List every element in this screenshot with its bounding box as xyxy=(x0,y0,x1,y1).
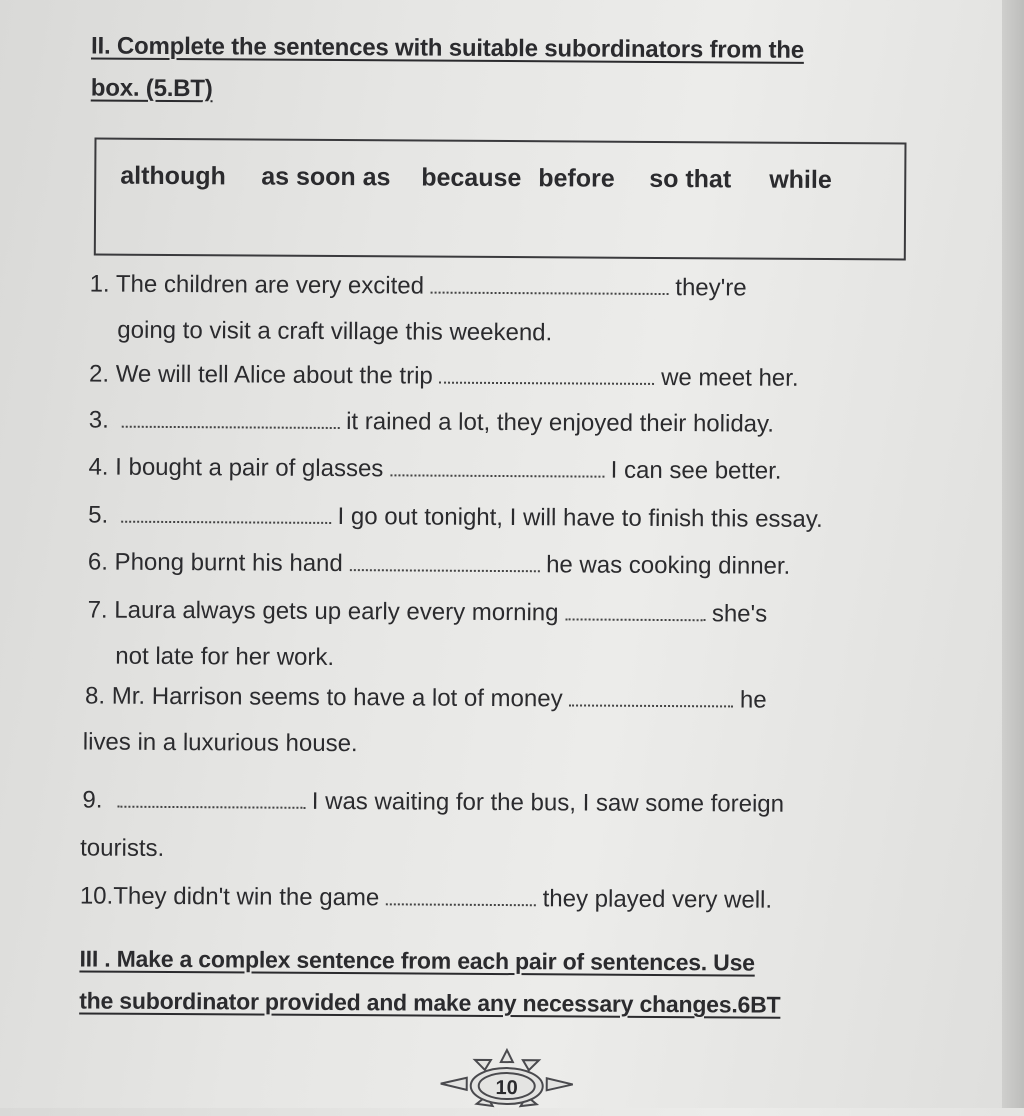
box-word-so-that: so that xyxy=(649,165,731,195)
item-text-before: Mr. Harrison seems to have a lot of money xyxy=(112,683,570,713)
exercise-item-3 xyxy=(89,405,774,439)
item-text-before: We will tell Alice about the trip xyxy=(116,361,440,390)
box-word-as-soon-as: as soon as xyxy=(261,163,390,193)
section-2-heading-line-2: box. (5.BT) xyxy=(91,67,911,114)
exercise-item-2 xyxy=(89,359,799,393)
item-text-after: it rained a lot, they enjoyed their holiday. xyxy=(346,408,774,438)
answer-blank[interactable] xyxy=(431,272,669,295)
answer-blank[interactable] xyxy=(390,454,604,477)
item-text-before: I bought a pair of glasses xyxy=(115,454,390,483)
answer-blank[interactable] xyxy=(569,684,733,707)
exercise-item-9-continuation: tourists. xyxy=(80,833,164,864)
item-text-after: I go out tonight, I will have to finish this essay. xyxy=(337,503,822,533)
box-word-although: although xyxy=(120,162,226,192)
box-word-because: because xyxy=(421,164,521,194)
exercise-item-6 xyxy=(88,547,791,581)
item-text-after: I was waiting for the bus, I saw some foreign xyxy=(312,788,784,818)
section-3-heading-line-1: III . Make a complex sentence from each pair of sentences. Use xyxy=(79,937,909,984)
page-number-badge xyxy=(437,1046,577,1109)
item-text-before: The children are very excited xyxy=(116,271,431,300)
item-text-after: we meet her. xyxy=(661,364,799,392)
item-number: 4. xyxy=(88,453,108,480)
exercise-item-1-continuation: going to visit a craft village this weekend. xyxy=(117,316,552,349)
answer-blank[interactable] xyxy=(565,598,705,621)
exercise-item-9 xyxy=(82,785,784,819)
exercise-item-5 xyxy=(88,500,823,534)
item-text-before: Laura always gets up early every morning xyxy=(114,597,565,627)
item-text-after: I can see better. xyxy=(611,457,782,485)
item-number: 5. xyxy=(88,501,108,528)
item-text-after: they played very well. xyxy=(543,885,773,913)
item-number: 9. xyxy=(82,786,102,813)
sun-ornament-icon xyxy=(437,1046,577,1109)
exercise-item-7 xyxy=(88,595,768,629)
item-number: 10. xyxy=(80,882,114,909)
item-text-after: he xyxy=(740,686,767,713)
exercise-item-4 xyxy=(88,452,781,486)
answer-blank[interactable] xyxy=(349,549,539,572)
exercise-item-1 xyxy=(90,269,747,303)
subordinator-box xyxy=(94,138,907,261)
exercise-item-8 xyxy=(85,681,767,715)
item-number: 3. xyxy=(89,406,109,433)
answer-blank[interactable] xyxy=(121,406,339,429)
section-2-heading-line-1: II. Complete the sentences with suitable subordinators from the xyxy=(91,25,911,72)
item-number: 8. xyxy=(85,682,105,709)
box-word-before: before xyxy=(538,164,615,193)
item-number: 7. xyxy=(88,596,108,623)
answer-blank[interactable] xyxy=(121,501,331,524)
item-text-after: they're xyxy=(675,274,746,301)
exercise-item-8-continuation: lives in a luxurious house. xyxy=(83,727,358,759)
answer-blank[interactable] xyxy=(439,362,654,385)
item-number: 6. xyxy=(88,548,108,575)
box-word-while: while xyxy=(769,166,832,195)
item-text-before: Phong burnt his hand xyxy=(115,549,350,577)
item-number: 2. xyxy=(89,360,109,387)
section-3-heading xyxy=(79,937,909,1026)
item-number: 1. xyxy=(90,270,110,297)
answer-blank[interactable] xyxy=(117,786,305,809)
item-text-before: They didn't win the game xyxy=(113,883,386,912)
answer-blank[interactable] xyxy=(386,883,536,906)
exercise-item-10 xyxy=(80,881,772,915)
section-3-heading-line-2: the subordinator provided and make any necessary changes.6BT xyxy=(79,979,909,1026)
item-text-after: she's xyxy=(712,600,767,627)
exercise-item-7-continuation: not late for her work. xyxy=(115,642,334,673)
page-number: 10 xyxy=(496,1077,518,1099)
item-text-after: he was cooking dinner. xyxy=(546,551,790,579)
section-2-heading xyxy=(91,25,911,114)
